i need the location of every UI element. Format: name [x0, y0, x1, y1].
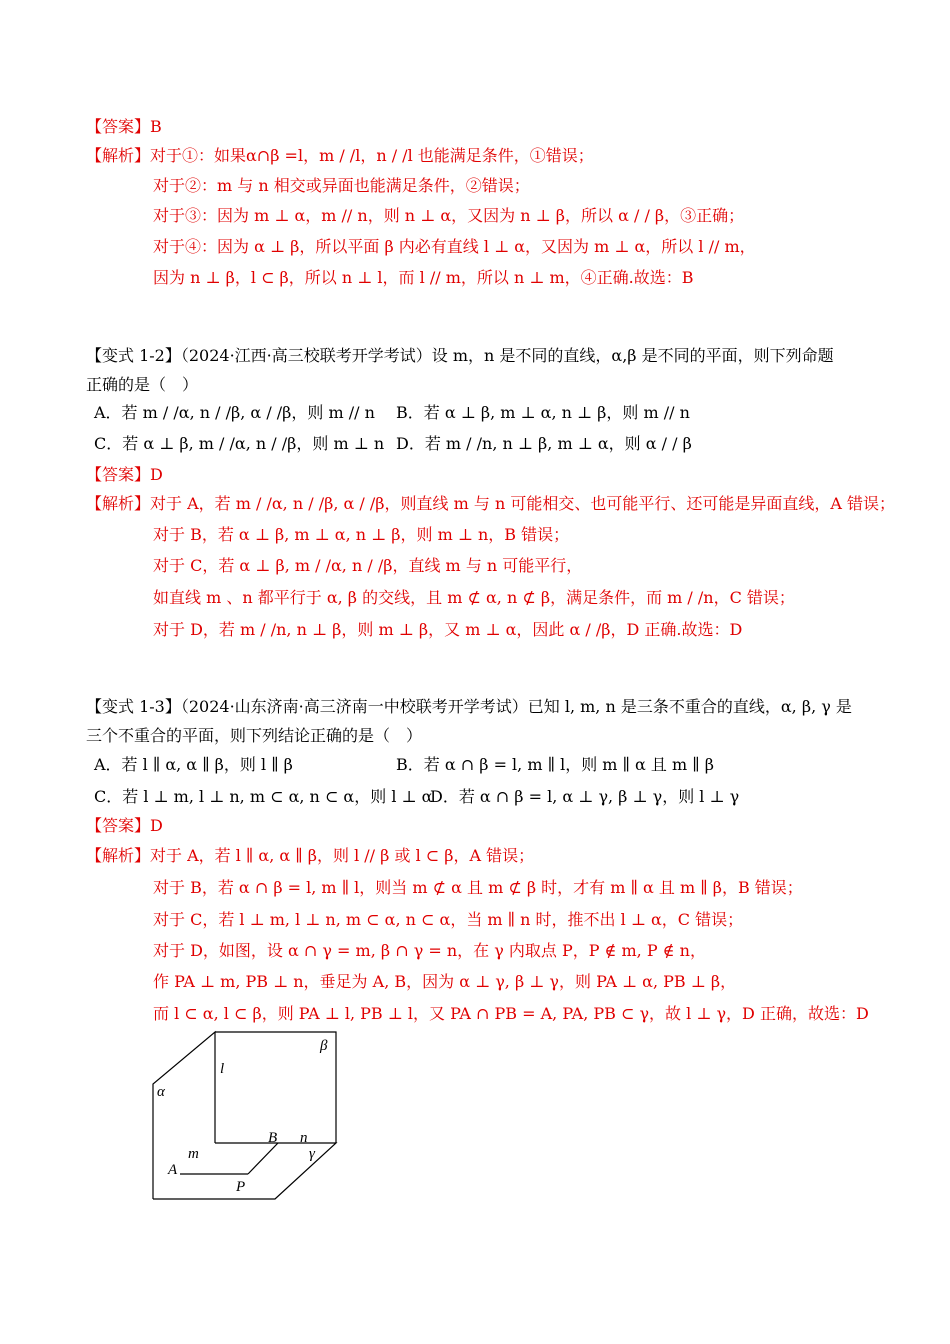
analysis-2-line-4: 如直线 m 、n 都平行于 α, β 的交线，且 m ⊄ α, n ⊄ β，满足条件，而 m / /n，C 错误； [153, 588, 795, 607]
question-3-line-1: 【变式 1-3】（2024·山东济南·高三济南一中校联考开学考试）已知 l, m, n 是三条不重合的直线，α, β, γ 是 [86, 697, 852, 716]
analysis-1-line-4: 对于④：因为 α ⊥ β，所以平面 β 内必有直线 l ⊥ α，又因为 m ⊥ α，所以 l // m， [153, 237, 756, 256]
option-3-c: C．若 l ⊥ m, l ⊥ n, m ⊂ α, n ⊂ α，则 l ⊥ α [94, 787, 433, 806]
plane-beta-edge [215, 1032, 336, 1143]
analysis-3-line-4: 对于 D，如图，设 α ∩ γ = m, β ∩ γ = n，在 γ 内取点 P，P ∉ m, P ∉ n， [153, 941, 706, 960]
geometry-figure [150, 1028, 350, 1204]
analysis-1-line-1: 【解析】对于①：如果α∩β =l，m / /l，n / /l 也能满足条件，①错误； [86, 146, 594, 165]
label-n: n [300, 1130, 308, 1146]
analysis-1-line-2: 对于②：m 与 n 相交或异面也能满足条件，②错误； [153, 176, 530, 195]
option-2-c: C．若 α ⊥ β, m / /α, n / /β，则 m ⊥ n [94, 434, 385, 453]
analysis-2-line-3: 对于 C，若 α ⊥ β, m / /α, n / /β，直线 m 与 n 可能平行， [153, 556, 583, 575]
option-2-d: D．若 m / /n, n ⊥ β, m ⊥ α，则 α / / β [396, 434, 692, 453]
segment-pb [248, 1143, 278, 1174]
analysis-2-line-5: 对于 D，若 m / /n, n ⊥ β，则 m ⊥ β，又 m ⊥ α，因此 α / /β，D 正确.故选：D [153, 620, 743, 639]
answer-1: 【答案】B [86, 117, 162, 136]
question-2-line-2: 正确的是（ ） [86, 375, 199, 394]
option-2-a: A．若 m / /α, n / /β, α / /β，则 m // n [94, 403, 375, 422]
analysis-3-line-2: 对于 B，若 α ∩ β = l, m ∥ l，则当 m ⊄ α 且 m ⊄ β 时，才有 m ∥ α 且 m ∥ β，B 错误； [153, 878, 803, 897]
analysis-3-line-5: 作 PA ⊥ m, PB ⊥ n，垂足为 A, B，因为 α ⊥ γ, β ⊥ γ，则 PA ⊥ α, PB ⊥ β， [153, 972, 737, 991]
label-m: m [188, 1146, 199, 1162]
label-B: B [268, 1130, 278, 1146]
analysis-1-line-5: 因为 n ⊥ β，l ⊂ β，所以 n ⊥ l，而 l // m，所以 n ⊥ m，④正确.故选：B [153, 268, 694, 287]
analysis-3-line-6: 而 l ⊂ α, l ⊂ β，则 PA ⊥ l, PB ⊥ l，又 PA ∩ PB = A, PA, PB ⊂ γ，故 l ⊥ γ，D 正确，故选：D [153, 1004, 869, 1023]
question-2-line-1: 【变式 1-2】（2024·江西·高三校联考开学考试）设 m，n 是不同的直线，α,β 是不同的平面，则下列命题 [86, 346, 834, 365]
label-beta: β [320, 1038, 328, 1054]
option-3-a: A．若 l ∥ α, α ∥ β，则 l ∥ β [94, 755, 293, 774]
analysis-3-line-1: 【解析】对于 A，若 l ∥ α, α ∥ β，则 l // β 或 l ⊂ β，A 错误； [86, 846, 535, 865]
answer-3: 【答案】D [86, 816, 163, 835]
analysis-3-line-3: 对于 C，若 l ⊥ m, l ⊥ n, m ⊂ α, n ⊂ α，当 m ∥ n 时，推不出 l ⊥ α，C 错误； [153, 910, 744, 929]
analysis-2-line-1: 【解析】对于 A，若 m / /α, n / /β, α / /β，则直线 m 与 n 可能相交、也可能平行、还可能是异面直线，A 错误； [86, 494, 895, 513]
label-gamma: γ [309, 1146, 315, 1162]
analysis-1-line-3: 对于③：因为 m ⊥ α，m // n，则 n ⊥ α，又因为 n ⊥ β，所以 α / / β，③正确； [153, 206, 745, 225]
analysis-2-line-2: 对于 B，若 α ⊥ β, m ⊥ α, n ⊥ β，则 m ⊥ n，B 错误； [153, 525, 570, 544]
option-2-b: B．若 α ⊥ β, m ⊥ α, n ⊥ β，则 m // n [396, 403, 690, 422]
answer-2: 【答案】D [86, 465, 163, 484]
label-A: A [168, 1162, 178, 1178]
label-l: l [220, 1061, 225, 1077]
option-3-d: D．若 α ∩ β = l, α ⊥ γ, β ⊥ γ，则 l ⊥ γ [430, 787, 740, 806]
label-alpha: α [157, 1084, 165, 1100]
option-3-b: B．若 α ∩ β = l, m ∥ l，则 m ∥ α 且 m ∥ β [396, 755, 714, 774]
label-P: P [236, 1179, 246, 1195]
question-3-line-2: 三个不重合的平面，则下列结论正确的是（ ） [86, 726, 423, 745]
